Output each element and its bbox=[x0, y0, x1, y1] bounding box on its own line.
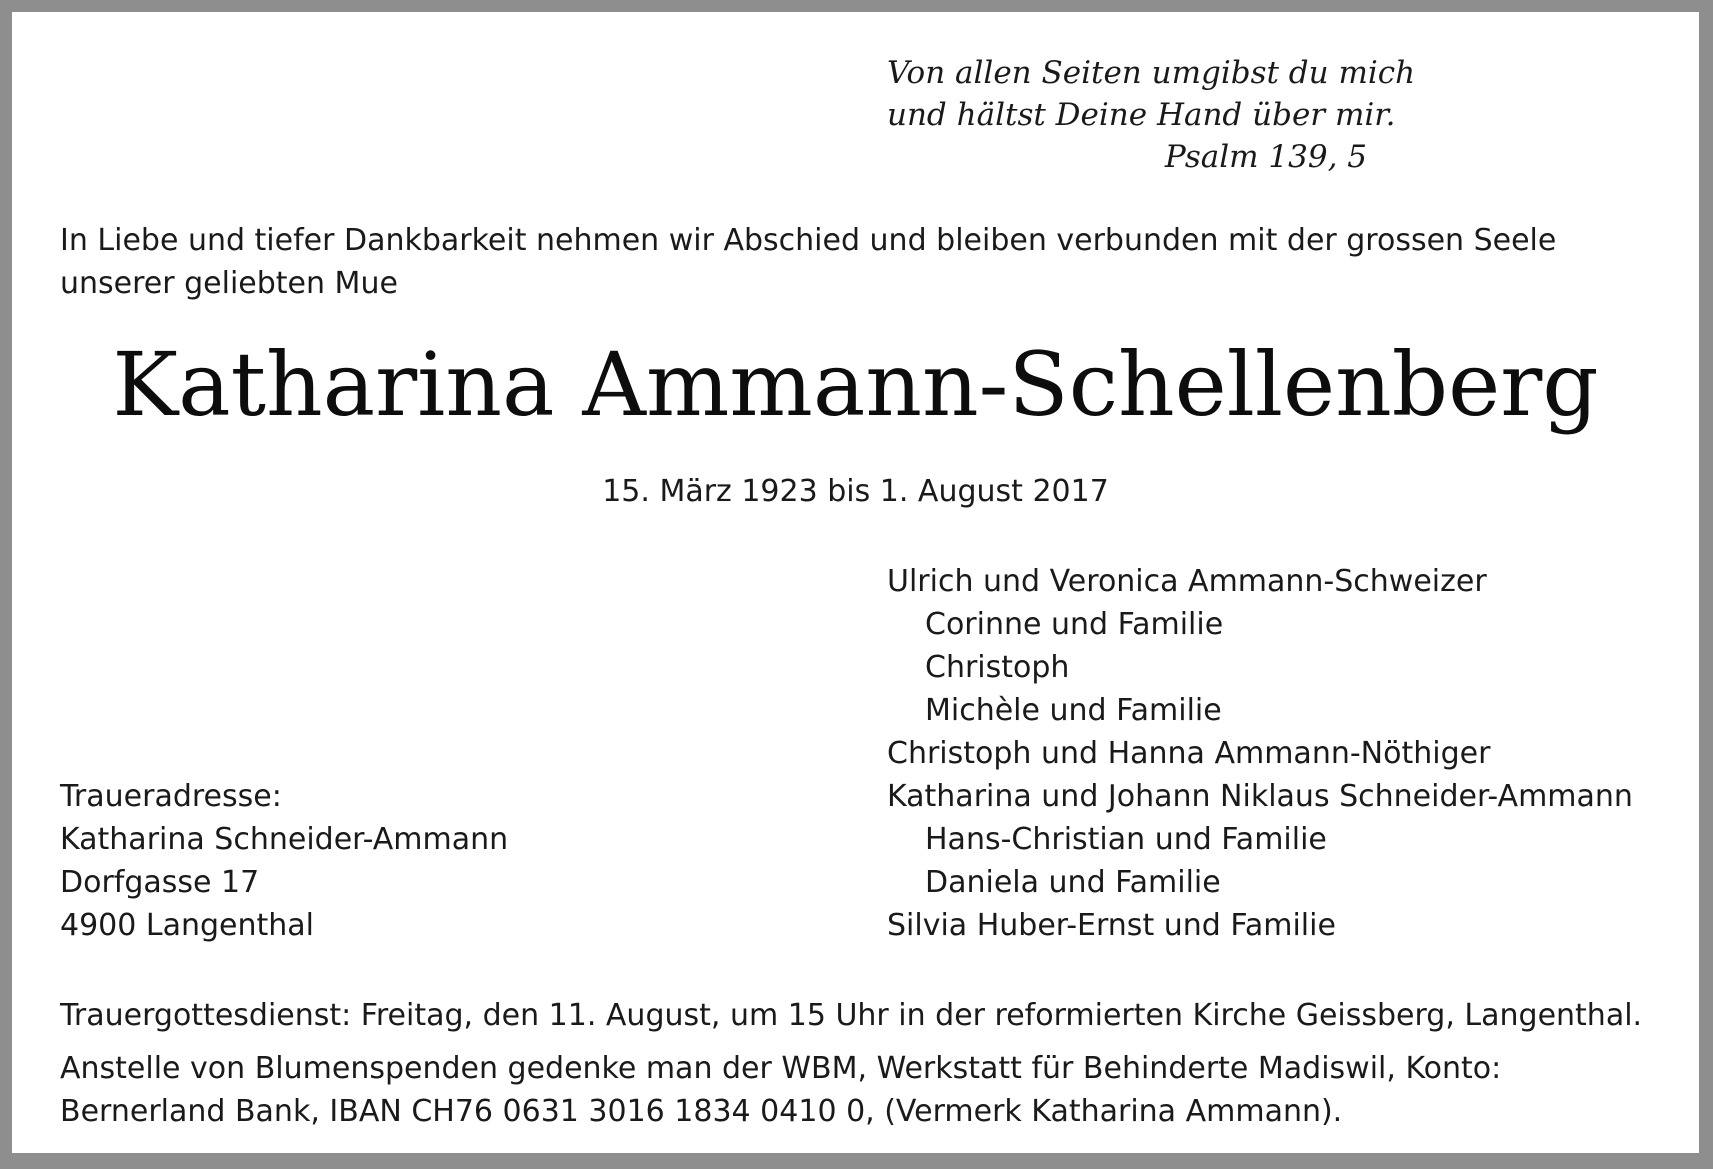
family-member: Daniela und Familie bbox=[925, 865, 1221, 900]
family-member: Katharina und Johann Niklaus Schneider-Ammann bbox=[887, 779, 1633, 814]
family-member: Michèle und Familie bbox=[925, 693, 1222, 728]
deceased-name: Katharina Ammann-Schellenberg bbox=[112, 333, 1599, 436]
family-member: Christoph bbox=[925, 650, 1070, 685]
family-list bbox=[887, 560, 1687, 947]
life-dates: 15. März 1923 bis 1. August 2017 bbox=[602, 474, 1109, 509]
donation-info: Anstelle von Blumenspenden gedenke man der WBM, Werkstatt für Behinderte Madiswil, Konto: Bernerland Bank, IBAN CH76 0631 3016 1834 0410 0, (Vermerk Katharina Ammann). bbox=[60, 1051, 1502, 1129]
family-member: Corinne und Familie bbox=[925, 607, 1224, 642]
obituary-notice bbox=[12, 12, 1699, 1153]
family-member: Christoph und Hanna Ammann-Nöthiger bbox=[887, 736, 1491, 771]
psalm-line-1: Von allen Seiten umgibst du mich bbox=[887, 55, 1416, 91]
psalm-reference: Psalm 139, 5 bbox=[1164, 139, 1367, 175]
address-city: 4900 Langenthal bbox=[60, 908, 315, 943]
family-member: Hans-Christian und Familie bbox=[925, 822, 1327, 857]
psalm-quote bbox=[887, 52, 1416, 178]
address-street: Dorfgasse 17 bbox=[60, 865, 260, 900]
intro-text: In Liebe und tiefer Dankbarkeit nehmen wir Abschied und bleiben verbunden mit der grossen Seele unserer geliebten Mue bbox=[60, 223, 1557, 301]
funeral-service-info: Trauergottesdienst: Freitag, den 11. August, um 15 Uhr in der reformierten Kirche Geissberg, Langenthal. bbox=[60, 998, 1643, 1033]
address-label: Traueradresse: bbox=[60, 779, 282, 814]
family-member: Silvia Huber-Ernst und Familie bbox=[887, 908, 1336, 943]
family-member: Ulrich und Veronica Ammann-Schweizer bbox=[887, 564, 1487, 599]
mourning-address bbox=[60, 775, 660, 947]
psalm-line-2: und hältst Deine Hand über mir. bbox=[887, 97, 1396, 133]
address-name: Katharina Schneider-Ammann bbox=[60, 822, 509, 857]
